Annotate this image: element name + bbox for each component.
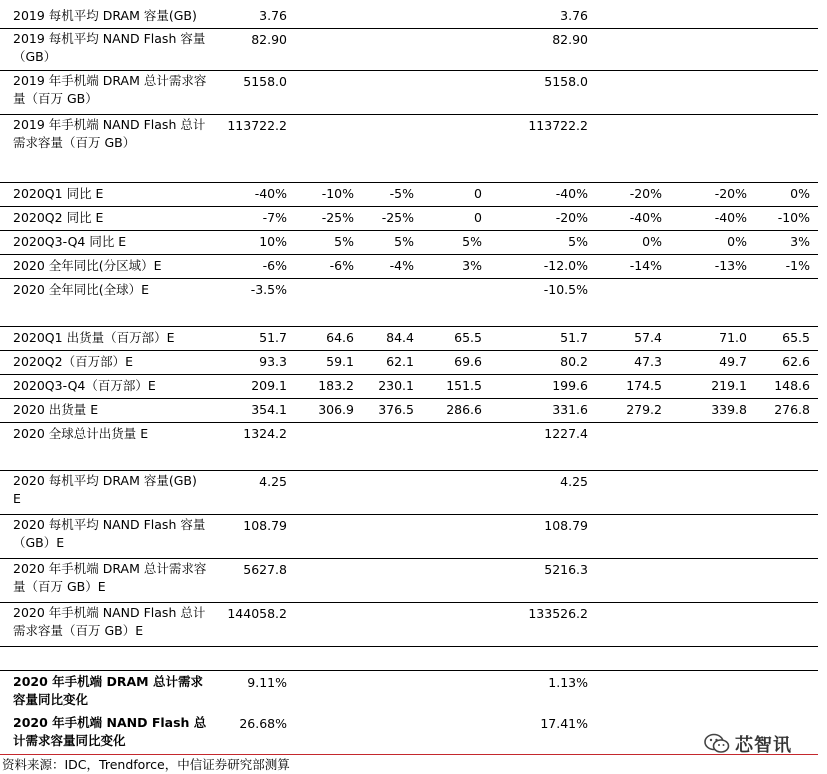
table-row (0, 558, 818, 603)
cell-value: 279.2 (626, 402, 662, 417)
cell-value: 354.1 (251, 402, 287, 417)
row-label: 2020 年手机端 NAND Flash 总计需求容量同比变化 (13, 715, 207, 748)
table-row (0, 278, 818, 302)
table-row (0, 254, 818, 279)
table-row (0, 230, 818, 255)
table-row (0, 28, 818, 71)
cell-value: 5627.8 (243, 562, 287, 577)
cell-value: -6% (262, 258, 287, 273)
cell-value: 5% (394, 234, 414, 249)
footer-divider (0, 754, 818, 755)
cell-value: 144058.2 (227, 606, 287, 621)
row-label: 2019 每机平均 DRAM 容量(GB) (13, 8, 197, 23)
cell-value: 133526.2 (528, 606, 588, 621)
cell-value: 0% (790, 186, 810, 201)
cell-value: 10% (259, 234, 287, 249)
row-label: 2020 全年同比(分区域）E (13, 258, 162, 273)
cell-value: 199.6 (552, 378, 588, 393)
cell-value: 93.3 (259, 354, 287, 369)
cell-value: 65.5 (782, 330, 810, 345)
cell-value: 57.4 (634, 330, 662, 345)
row-label: 2020 年手机端 NAND Flash 总计需求容量（百万 GB）E (13, 605, 206, 638)
cell-value: -7% (262, 210, 287, 225)
cell-value: 339.8 (711, 402, 747, 417)
table-row (0, 602, 818, 647)
cell-value: -1% (785, 258, 810, 273)
cell-value: 0 (474, 186, 482, 201)
cell-value: 1324.2 (243, 426, 287, 441)
cell-value: 174.5 (626, 378, 662, 393)
table-row (0, 514, 818, 559)
cell-value: 62.6 (782, 354, 810, 369)
cell-value: 84.4 (386, 330, 414, 345)
table-row (0, 422, 818, 446)
cell-value: -40% (254, 186, 287, 201)
cell-value: 306.9 (318, 402, 354, 417)
cell-value: 26.68% (239, 716, 287, 731)
row-label: 2020 全球总计出货量 E (13, 426, 149, 441)
cell-value: 17.41% (540, 716, 588, 731)
table-row (0, 326, 818, 351)
cell-value: 209.1 (251, 378, 287, 393)
row-label: 2020Q3-Q4（百万部）E (13, 378, 156, 393)
cell-value: -20% (629, 186, 662, 201)
row-label: 2020 每机平均 NAND Flash 容量（GB）E (13, 517, 206, 550)
cell-value: 113722.2 (528, 118, 588, 133)
cell-value: 3.76 (259, 8, 287, 23)
cell-value: 151.5 (446, 378, 482, 393)
cell-value: 49.7 (719, 354, 747, 369)
cell-value: 276.8 (774, 402, 810, 417)
spacer-row (0, 646, 818, 671)
spacer-row (0, 446, 818, 471)
table-row (0, 182, 818, 207)
row-label: 2020Q1 同比 E (13, 186, 104, 201)
cell-value: -4% (389, 258, 414, 273)
cell-value: -12.0% (543, 258, 588, 273)
cell-value: -40% (629, 210, 662, 225)
cell-value: 71.0 (719, 330, 747, 345)
cell-value: 5216.3 (544, 562, 588, 577)
cell-value: 286.6 (446, 402, 482, 417)
cell-value: 108.79 (544, 518, 588, 533)
watermark (704, 731, 792, 757)
table-row (0, 114, 818, 158)
cell-value: -3.5% (250, 282, 287, 297)
cell-value: -20% (714, 186, 747, 201)
cell-value: -6% (329, 258, 354, 273)
cell-value: 1.13% (548, 675, 588, 690)
source-note: 资料来源：IDC，Trendforce，中信证券研究部测算 (2, 757, 290, 772)
spacer-row (0, 302, 818, 327)
table-row (0, 712, 818, 754)
cell-value: 5158.0 (544, 74, 588, 89)
wechat-icon (704, 733, 730, 755)
row-label: 2020 年手机端 DRAM 总计需求容量同比变化 (13, 674, 203, 707)
cell-value: 0% (642, 234, 662, 249)
cell-value: 64.6 (326, 330, 354, 345)
row-label: 2020Q2（百万部）E (13, 354, 134, 369)
cell-value: -10.5% (543, 282, 588, 297)
row-label: 2020Q2 同比 E (13, 210, 104, 225)
cell-value: 0 (474, 210, 482, 225)
cell-value: 82.90 (552, 32, 588, 47)
table-row (0, 206, 818, 231)
cell-value: -14% (629, 258, 662, 273)
cell-value: -20% (555, 210, 588, 225)
row-label: 2020Q1 出货量（百万部）E (13, 330, 175, 345)
table-row (0, 70, 818, 115)
cell-value: -25% (381, 210, 414, 225)
cell-value: -40% (555, 186, 588, 201)
spacer-row (0, 158, 818, 183)
row-label: 2019 每机平均 NAND Flash 容量（GB） (13, 31, 206, 64)
cell-value: 69.6 (454, 354, 482, 369)
cell-value: 230.1 (378, 378, 414, 393)
row-label: 2019 年手机端 DRAM 总计需求容量（百万 GB） (13, 73, 207, 106)
cell-value: 0% (727, 234, 747, 249)
cell-value: 148.6 (774, 378, 810, 393)
row-label: 2020 出货量 E (13, 402, 99, 417)
cell-value: 5% (568, 234, 588, 249)
cell-value: 5% (334, 234, 354, 249)
cell-value: 62.1 (386, 354, 414, 369)
table-row (0, 350, 818, 375)
cell-value: 51.7 (560, 330, 588, 345)
cell-value: -5% (389, 186, 414, 201)
row-label: 2020Q3-Q4 同比 E (13, 234, 127, 249)
cell-value: 4.25 (259, 474, 287, 489)
cell-value: 47.3 (634, 354, 662, 369)
cell-value: 3.76 (560, 8, 588, 23)
cell-value: 3% (462, 258, 482, 273)
cell-value: -13% (714, 258, 747, 273)
row-label: 2020 年手机端 DRAM 总计需求容量（百万 GB）E (13, 561, 207, 594)
cell-value: 1227.4 (544, 426, 588, 441)
cell-value: 59.1 (326, 354, 354, 369)
table-row (0, 470, 818, 515)
cell-value: 331.6 (552, 402, 588, 417)
cell-value: 9.11% (247, 675, 287, 690)
watermark-text: 芯智讯 (735, 735, 792, 756)
cell-value: 65.5 (454, 330, 482, 345)
cell-value: -40% (714, 210, 747, 225)
row-label: 2019 年手机端 NAND Flash 总计需求容量（百万 GB） (13, 117, 206, 150)
cell-value: 5158.0 (243, 74, 287, 89)
cell-value: -10% (321, 186, 354, 201)
row-label: 2020 全年同比(全球）E (13, 282, 150, 297)
cell-value: 51.7 (259, 330, 287, 345)
cell-value: 108.79 (243, 518, 287, 533)
table-row (0, 4, 818, 29)
cell-value: 82.90 (251, 32, 287, 47)
row-label: 2020 每机平均 DRAM 容量(GB) E (13, 473, 197, 506)
table-row (0, 398, 818, 423)
table-row (0, 670, 818, 713)
cell-value: 376.5 (378, 402, 414, 417)
cell-value: 183.2 (318, 378, 354, 393)
cell-value: 5% (462, 234, 482, 249)
cell-value: 113722.2 (227, 118, 287, 133)
cell-value: 80.2 (560, 354, 588, 369)
cell-value: -25% (321, 210, 354, 225)
table-row (0, 374, 818, 399)
cell-value: 3% (790, 234, 810, 249)
cell-value: -10% (777, 210, 810, 225)
cell-value: 4.25 (560, 474, 588, 489)
cell-value: 219.1 (711, 378, 747, 393)
